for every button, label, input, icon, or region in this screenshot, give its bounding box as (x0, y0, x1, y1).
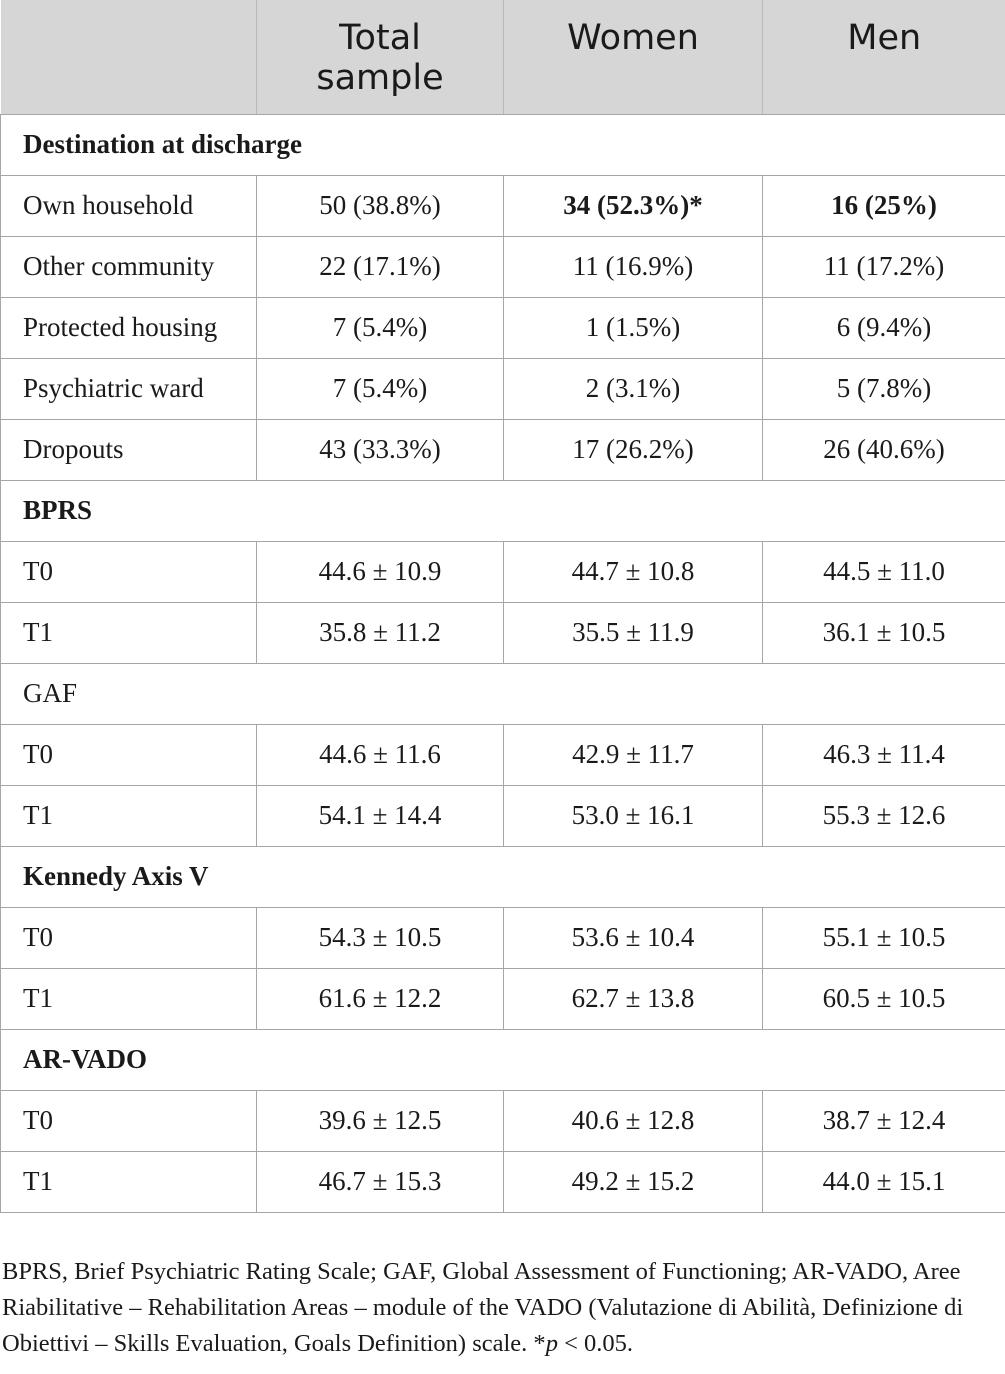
table-row (1, 297, 1005, 358)
section-header-row (1, 480, 1005, 541)
total-sample-cell: 39.6 ± 12.5 (257, 1090, 504, 1151)
table-row (1, 968, 1005, 1029)
header-row (1, 0, 1005, 114)
total-sample-cell: 44.6 ± 10.9 (257, 541, 504, 602)
table-row (1, 1090, 1005, 1151)
total-sample-cell: 61.6 ± 12.2 (257, 968, 504, 1029)
men-cell: 5 (7.8%) (763, 358, 1005, 419)
table-row (1, 236, 1005, 297)
section-title: BPRS (1, 480, 1005, 541)
header-men: Men (763, 0, 1005, 114)
table-body (1, 114, 1005, 1212)
table-row (1, 1151, 1005, 1212)
row-label-cell: T1 (1, 602, 257, 663)
women-cell: 53.6 ± 10.4 (504, 907, 763, 968)
header-women: Women (504, 0, 763, 114)
row-label-cell: T0 (1, 541, 257, 602)
men-cell: 55.3 ± 12.6 (763, 785, 1005, 846)
table-row (1, 907, 1005, 968)
table-row (1, 358, 1005, 419)
section-title: Kennedy Axis V (1, 846, 1005, 907)
total-sample-cell: 54.1 ± 14.4 (257, 785, 504, 846)
women-cell: 11 (16.9%) (504, 236, 763, 297)
header-total-sample (257, 0, 504, 114)
row-label-cell: T0 (1, 1090, 257, 1151)
section-header-row (1, 846, 1005, 907)
total-sample-cell: 7 (5.4%) (257, 358, 504, 419)
total-sample-cell: 22 (17.1%) (257, 236, 504, 297)
table-header (1, 0, 1005, 114)
women-cell: 53.0 ± 16.1 (504, 785, 763, 846)
header-empty-cell (1, 0, 257, 114)
men-cell: 6 (9.4%) (763, 297, 1005, 358)
men-cell: 26 (40.6%) (763, 419, 1005, 480)
women-cell: 42.9 ± 11.7 (504, 724, 763, 785)
section-title: Destination at discharge (1, 114, 1005, 175)
women-cell: 17 (26.2%) (504, 419, 763, 480)
section-header-row (1, 1029, 1005, 1090)
table-row (1, 541, 1005, 602)
men-cell: 46.3 ± 11.4 (763, 724, 1005, 785)
total-sample-cell: 43 (33.3%) (257, 419, 504, 480)
table-footnote (2, 1254, 992, 1362)
table-row (1, 785, 1005, 846)
row-label-cell: Protected housing (1, 297, 257, 358)
table-row (1, 419, 1005, 480)
row-label-cell: T0 (1, 724, 257, 785)
section-title: AR-VADO (1, 1029, 1005, 1090)
total-sample-cell: 44.6 ± 11.6 (257, 724, 504, 785)
row-label-cell: T1 (1, 1151, 257, 1212)
men-cell: 60.5 ± 10.5 (763, 968, 1005, 1029)
women-cell: 34 (52.3%)* (504, 175, 763, 236)
table-row (1, 602, 1005, 663)
row-label-cell: T1 (1, 968, 257, 1029)
women-cell: 2 (3.1%) (504, 358, 763, 419)
men-cell: 44.5 ± 11.0 (763, 541, 1005, 602)
total-sample-cell: 46.7 ± 15.3 (257, 1151, 504, 1212)
women-cell: 40.6 ± 12.8 (504, 1090, 763, 1151)
section-title: GAF (1, 663, 1005, 724)
header-total-line2: sample (316, 58, 444, 98)
row-label-cell: T0 (1, 907, 257, 968)
men-cell: 36.1 ± 10.5 (763, 602, 1005, 663)
footnote-p-symbol: p (545, 1330, 558, 1357)
women-cell: 44.7 ± 10.8 (504, 541, 763, 602)
men-cell: 11 (17.2%) (763, 236, 1005, 297)
row-label-cell: Dropouts (1, 419, 257, 480)
women-cell: 49.2 ± 15.2 (504, 1151, 763, 1212)
footnote-p-value: < 0.05. (557, 1330, 634, 1357)
men-cell: 38.7 ± 12.4 (763, 1090, 1005, 1151)
row-label-cell: Own household (1, 175, 257, 236)
total-sample-cell: 7 (5.4%) (257, 297, 504, 358)
total-sample-cell: 50 (38.8%) (257, 175, 504, 236)
row-label-cell: Other community (1, 236, 257, 297)
row-label-cell: T1 (1, 785, 257, 846)
men-cell: 55.1 ± 10.5 (763, 907, 1005, 968)
total-sample-cell: 35.8 ± 11.2 (257, 602, 504, 663)
section-header-row (1, 114, 1005, 175)
women-cell: 62.7 ± 13.8 (504, 968, 763, 1029)
total-sample-cell: 54.3 ± 10.5 (257, 907, 504, 968)
header-total-line1: Total (339, 18, 421, 58)
table-row (1, 175, 1005, 236)
women-cell: 35.5 ± 11.9 (504, 602, 763, 663)
men-cell: 16 (25%) (763, 175, 1005, 236)
row-label-cell: Psychiatric ward (1, 358, 257, 419)
section-header-row (1, 663, 1005, 724)
women-cell: 1 (1.5%) (504, 297, 763, 358)
footnote-text: BPRS, Brief Psychiatric Rating Scale; GAF, Global Assessment of Functioning; AR-VADO, Aree Riabilitative – Rehabilitation Areas – module of the VADO (Valutazione di Abilità, Definizione di Obiettivi – Skills Evaluation, Goals Definition) scale. * (2, 1258, 964, 1357)
table-row (1, 724, 1005, 785)
men-cell: 44.0 ± 15.1 (763, 1151, 1005, 1212)
